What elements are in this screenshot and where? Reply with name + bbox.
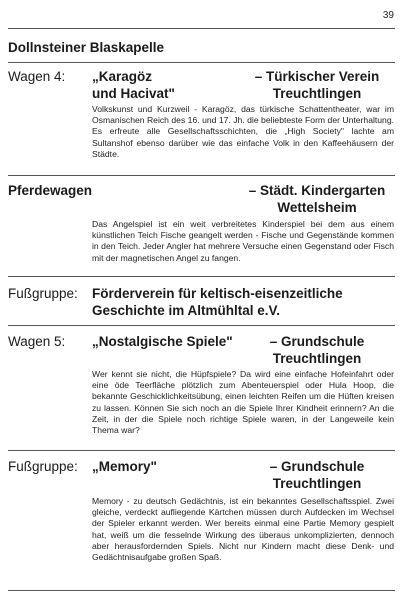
section-divider xyxy=(8,325,395,326)
section-title-blaskapelle: Dollnsteiner Blaskapelle xyxy=(8,40,165,55)
bottom-divider xyxy=(8,590,395,591)
entry-org-line1: – Türkischer Verein xyxy=(254,69,380,84)
entry-name-pferdewagen: Pferdewagen xyxy=(8,183,93,198)
entry-name-nostalgische-spiele: „Nostalgische Spiele" xyxy=(92,334,233,349)
entry-label-wagen-5: Wagen 5: xyxy=(8,334,66,349)
entry-name-line1: Förderverein für keltisch-eisenzeitliche xyxy=(92,286,343,301)
entry-description-memory: Memory - zu deutsch Gedächtnis, ist ein bekanntes Gesellschaftsspiel. Zwei gleiche, verdeckt aufliegende Kärtchen müssen durch Aufdecken im Wechsel der Spieler erkannt werden. Wer bereits einmal eine Partie Memory gespielt hat, weiß um die fesselnde Wirkung des überaus unkomplizierten, dennoch aber herausfordernden Spiels. Nicht nur Kindern macht diese Denk- und Gedächtnisaufgabe großen Spaß. xyxy=(92,496,394,563)
entry-name-line2: und Hacivat" xyxy=(92,86,175,101)
entry-org-line1: – Grundschule xyxy=(269,334,365,349)
entry-name-memory: „Memory" xyxy=(92,459,157,474)
entry-org-line2: Treuchtlingen xyxy=(272,351,362,366)
section-divider xyxy=(8,276,395,277)
section-divider xyxy=(8,450,395,451)
entry-label-fussgruppe: Fußgruppe: xyxy=(8,286,78,301)
entry-label-fussgruppe: Fußgruppe: xyxy=(8,459,78,474)
entry-name-line2: Geschichte im Altmühltal e.V. xyxy=(92,303,281,318)
entry-description-karagoez: Volkskunst und Kurzweil - Karagöz, das türkische Schattentheater, war im Osmanischen Reich des 16. und 17. Jh. die beliebteste Form der Unterhaltung. Es erfreute alle Gesellschaftsschichten, die „High Society" lachte am Sultanshof ebenso darüber wie das einfache Volk in den Kaffeehäusern der Städte. xyxy=(92,104,394,159)
entry-org-line2: Wettelsheim xyxy=(277,200,357,215)
entry-org-line2: Treuchtlingen xyxy=(272,476,362,491)
entry-org-line1: – Grundschule xyxy=(269,459,365,474)
top-divider xyxy=(8,28,395,29)
entry-name-line1: „Karagöz xyxy=(92,69,153,84)
entry-label-wagen-4: Wagen 4: xyxy=(8,69,66,84)
page-number: 39 xyxy=(382,10,394,21)
section-divider xyxy=(8,175,395,176)
entry-org-line2: Treuchtlingen xyxy=(272,86,362,101)
entry-description-angelspiel: Das Angelspiel ist ein weit verbreitetes Kinderspiel bei dem aus einem künstlichen Teich Fische geangelt werden - Fische und Gegenstände kommen in den Teich. Jeder Angler hat mehrere Versuche einen Gegenstand oder Fisch mit der magnetischen Angel zu fangen. xyxy=(92,219,394,263)
entry-description-huepfspiele: Wer kennt sie nicht, die Hüpfspiele? Da wird eine einfache Hofeinfahrt oder eine öde Teerfläche plötzlich zum Abenteuerspiel oder Hula Hoop, die bekannte Geschicklichkeitsübung, einen leichten Reifen um die Hüften kreisen zu lassen. Können Sie sich noch an die Spiele Ihrer Kindheit erinnern? An die Zeit, in der die Spiele noch richtige Spiele waren, in der Langeweile kein Thema war? xyxy=(92,369,394,436)
entry-org-line1: – Städt. Kindergarten xyxy=(248,183,386,198)
section-divider xyxy=(8,62,395,63)
